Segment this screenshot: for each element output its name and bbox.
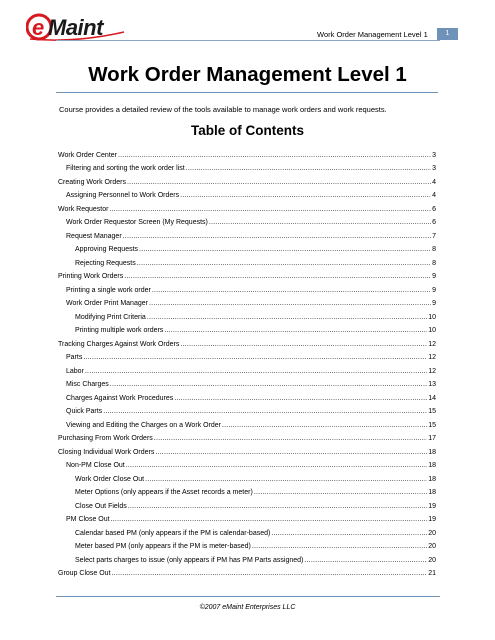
toc-dot-leader	[152, 286, 431, 295]
toc-dot-leader	[271, 529, 427, 538]
toc-entry-label: Calendar based PM (only appears if the PM is calendar-based)	[75, 529, 271, 537]
toc-entry-page: 18	[428, 475, 436, 483]
toc-entry-label: Printing Work Orders	[58, 273, 124, 280]
toc-entry-page: 4	[432, 192, 436, 199]
toc-dot-leader	[111, 515, 428, 524]
toc-dot-leader	[155, 448, 427, 457]
toc-entry-label: Closing Individual Work Orders	[58, 448, 155, 456]
toc-dot-leader	[137, 259, 431, 268]
toc-entry-page: 20	[428, 529, 436, 537]
toc-entry[interactable]	[58, 160, 436, 174]
toc-entry-page: 15	[428, 421, 436, 429]
header-divider	[56, 40, 440, 41]
toc-entry-page: 7	[432, 232, 436, 240]
toc-entry[interactable]	[58, 173, 436, 187]
toc-entry[interactable]	[58, 376, 436, 390]
toc-entry[interactable]	[58, 538, 436, 552]
toc-dot-leader	[222, 421, 427, 430]
toc-entry[interactable]	[58, 551, 436, 565]
toc-dot-leader	[83, 353, 427, 362]
course-description: Course provides a detailed review of the tools available to manage work orders and work requests.	[59, 105, 387, 114]
toc-entry-page: 8	[432, 246, 436, 253]
toc-entry[interactable]	[58, 403, 436, 417]
document-title: Work Order Management Level 1	[88, 63, 407, 86]
toc-dot-leader	[127, 178, 431, 187]
toc-entry-label: Approving Requests	[75, 246, 139, 253]
toc-entry-label: Non-PM Close Out	[66, 462, 125, 469]
toc-entry-page: 3	[432, 151, 436, 159]
toc-dot-leader	[180, 340, 427, 349]
toc-entry-page: 14	[428, 394, 436, 402]
svg-text:Maint: Maint	[48, 15, 103, 40]
toc-entry-label: Work Order Close Out	[75, 475, 145, 483]
toc-entry[interactable]	[58, 200, 436, 214]
toc-entry-page: 9	[432, 273, 436, 280]
toc-entry-label: Meter based PM (only appears if the PM is meter-based)	[75, 543, 251, 550]
toc-entry[interactable]	[58, 322, 436, 336]
toc-entry[interactable]	[58, 214, 436, 228]
toc-entry-page: 18	[428, 462, 436, 469]
toc-dot-leader	[103, 407, 427, 416]
toc-dot-leader	[139, 245, 431, 254]
toc-entry[interactable]	[58, 484, 436, 498]
toc-entry-label: Group Close Out	[58, 570, 111, 577]
toc-entry[interactable]	[58, 362, 436, 376]
toc-dot-leader	[154, 434, 427, 443]
toc-dot-leader	[112, 569, 428, 578]
toc-entry-label: Work Order Requestor Screen (My Requests)	[66, 219, 208, 226]
toc-dot-leader	[123, 232, 431, 241]
toc-dot-leader	[147, 313, 427, 322]
table-of-contents	[58, 146, 436, 578]
toc-entry[interactable]	[58, 565, 436, 579]
toc-entry-page: 12	[428, 367, 436, 375]
toc-entry[interactable]	[58, 511, 436, 525]
toc-entry-label: Labor	[66, 367, 84, 375]
toc-dot-leader	[252, 542, 427, 551]
footer-copyright: ©2007 eMaint Enterprises LLC	[199, 604, 296, 611]
toc-entry[interactable]	[58, 389, 436, 403]
toc-entry[interactable]	[58, 146, 436, 160]
toc-entry[interactable]	[58, 524, 436, 538]
toc-entry-label: Work Order Center	[58, 151, 117, 159]
toc-entry-page: 20	[428, 543, 436, 550]
svg-text:e: e	[32, 15, 45, 40]
toc-entry[interactable]	[58, 241, 436, 255]
toc-dot-leader	[180, 191, 431, 200]
toc-entry[interactable]	[58, 187, 436, 201]
toc-dot-leader	[110, 380, 427, 389]
toc-entry-page: 12	[428, 340, 436, 348]
toc-entry[interactable]	[58, 457, 436, 471]
toc-dot-leader	[209, 218, 431, 227]
toc-dot-leader	[128, 502, 427, 511]
toc-entry-label: Quick Parts	[66, 408, 103, 415]
toc-entry[interactable]	[58, 227, 436, 241]
toc-dot-leader	[124, 272, 431, 281]
toc-entry-label: Close Out Fields	[75, 502, 127, 510]
toc-dot-leader	[109, 205, 431, 214]
toc-entry-page: 12	[428, 354, 436, 361]
toc-entry-label: Modifying Print Criteria	[75, 313, 146, 321]
toc-entry-label: Purchasing From Work Orders	[58, 435, 153, 442]
toc-entry-page: 19	[428, 502, 436, 510]
toc-entry-label: Viewing and Editing the Charges on a Work Order	[66, 421, 221, 429]
toc-entry-page: 8	[432, 259, 436, 267]
toc-entry-page: 4	[432, 178, 436, 186]
toc-entry-page: 21	[428, 570, 436, 577]
toc-entry[interactable]	[58, 416, 436, 430]
toc-entry-page: 9	[432, 286, 436, 294]
toc-entry[interactable]	[58, 295, 436, 309]
toc-dot-leader	[118, 151, 431, 160]
toc-entry-page: 19	[428, 516, 436, 523]
toc-entry-page: 6	[432, 219, 436, 226]
toc-entry-label: Work Requestor	[58, 205, 109, 213]
toc-entry-page: 17	[428, 435, 436, 442]
toc-entry[interactable]	[58, 430, 436, 444]
emaint-logo	[26, 10, 130, 42]
header-title: Work Order Management Level 1	[317, 30, 428, 39]
toc-dot-leader	[149, 299, 431, 308]
toc-entry-label: Printing multiple work orders	[75, 327, 164, 334]
toc-dot-leader	[254, 488, 427, 497]
toc-entry[interactable]	[58, 497, 436, 511]
toc-entry-page: 9	[432, 300, 436, 307]
toc-entry-page: 3	[432, 165, 436, 172]
title-divider	[56, 92, 438, 93]
toc-dot-leader	[85, 367, 427, 376]
footer-divider	[56, 596, 440, 597]
toc-entry-label: Filtering and sorting the work order list	[66, 165, 185, 172]
toc-entry-label: Printing a single work order	[66, 286, 151, 294]
toc-entry-label: Rejecting Requests	[75, 259, 136, 267]
toc-entry-label: Tracking Charges Against Work Orders	[58, 340, 180, 348]
toc-dot-leader	[145, 475, 427, 484]
toc-entry[interactable]	[58, 268, 436, 282]
toc-entry-page: 20	[428, 556, 436, 564]
toc-entry[interactable]	[58, 335, 436, 349]
toc-entry[interactable]	[58, 281, 436, 295]
toc-dot-leader	[164, 326, 427, 335]
toc-entry-page: 10	[428, 313, 436, 321]
toc-entry[interactable]	[58, 308, 436, 322]
toc-entry[interactable]	[58, 349, 436, 363]
toc-entry-page: 18	[428, 489, 436, 496]
toc-entry-label: Creating Work Orders	[58, 178, 126, 186]
toc-entry[interactable]	[58, 254, 436, 268]
toc-entry-label: PM Close Out	[66, 516, 110, 523]
toc-entry[interactable]	[58, 443, 436, 457]
toc-dot-leader	[174, 394, 427, 403]
toc-entry-label: Request Manager	[66, 232, 122, 240]
toc-entry-page: 15	[428, 408, 436, 415]
page-number-badge: 1	[437, 28, 458, 40]
toc-dot-leader	[186, 164, 431, 173]
toc-entry-page: 13	[428, 381, 436, 388]
toc-entry-page: 18	[428, 448, 436, 456]
toc-entry-label: Assigning Personnel to Work Orders	[66, 192, 180, 199]
toc-entry-label: Parts	[66, 354, 83, 361]
toc-dot-leader	[126, 461, 427, 470]
toc-entry-label: Misc Charges	[66, 381, 109, 388]
toc-entry[interactable]	[58, 470, 436, 484]
toc-entry-label: Work Order Print Manager	[66, 300, 148, 307]
toc-entry-page: 6	[432, 205, 436, 213]
toc-entry-label: Select parts charges to issue (only appears if PM has PM Parts assigned)	[75, 556, 304, 564]
toc-entry-label: Meter Options (only appears if the Asset records a meter)	[75, 489, 253, 496]
toc-dot-leader	[304, 556, 427, 565]
toc-heading: Table of Contents	[191, 123, 304, 138]
toc-entry-label: Charges Against Work Procedures	[66, 394, 174, 402]
toc-entry-page: 10	[428, 327, 436, 334]
